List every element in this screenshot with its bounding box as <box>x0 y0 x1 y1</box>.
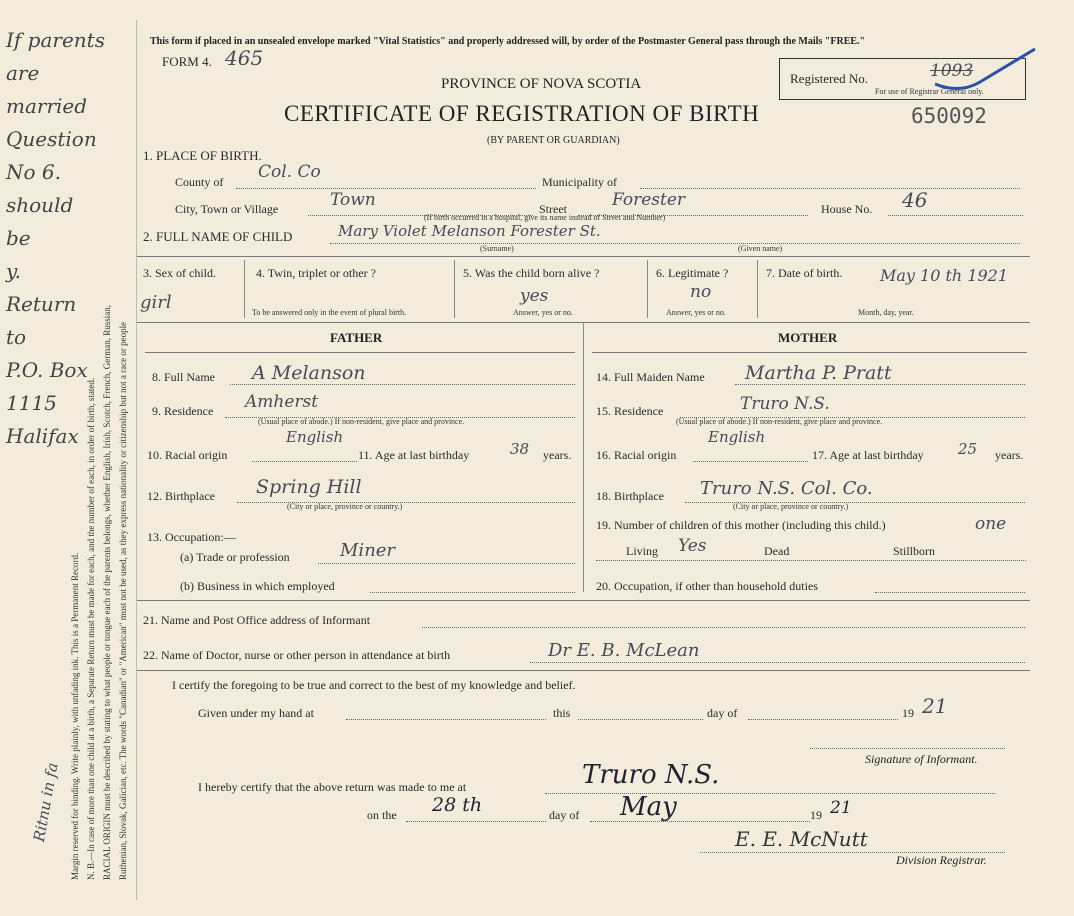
dob-label: 7. Date of birth. <box>766 266 843 280</box>
father-residence-note: (Usual place of abode.) If non-resident, give place and province. <box>258 417 465 426</box>
sex-value: girl <box>140 292 172 313</box>
street-value: Forester <box>612 190 686 210</box>
margin-note-line: be <box>6 226 31 250</box>
mailing-notice: This form if placed in an unsealed envelope marked "Vital Statistics" and properly addressed will, by order of the Postmaster General pass through the Mails "FREE." <box>150 36 866 47</box>
registrar-title: Division Registrar. <box>896 853 987 867</box>
father-age-value: 38 <box>510 440 530 458</box>
informant-label: 21. Name and Post Office address of Informant <box>143 613 371 627</box>
mother-race-line <box>693 461 808 462</box>
alive-label: 5. Was the child born alive ? <box>463 266 600 280</box>
col-divider <box>647 260 648 318</box>
father-race-line <box>252 461 357 462</box>
father-name-value: A Melanson <box>252 362 366 384</box>
registrar-day-of-label: day of <box>549 808 580 822</box>
mother-name-line <box>735 384 1025 385</box>
alive-value: yes <box>520 286 549 306</box>
registrar-year-value: 21 <box>830 798 852 818</box>
given-at-line <box>346 719 546 720</box>
mother-birthplace-label: 18. Birthplace <box>596 489 664 503</box>
mother-race-label: 16. Racial origin <box>596 448 677 462</box>
father-residence-value: Amherst <box>245 392 319 412</box>
business-label: (b) Business in which employed <box>180 579 335 593</box>
father-name-line <box>230 384 575 385</box>
day-of-label: day of <box>707 706 738 720</box>
given-name-note: (Given name) <box>738 244 783 253</box>
this-day-line <box>578 719 703 720</box>
mother-occupation-label: 20. Occupation, if other than household duties <box>596 579 818 593</box>
mother-heading-rule <box>592 352 1027 353</box>
margin-note-line: Halifax <box>6 424 79 448</box>
form-label: FORM 4. <box>162 54 212 69</box>
trade-value: Miner <box>340 540 396 561</box>
margin-note-line: should <box>6 193 74 217</box>
city-label: City, Town or Village <box>175 202 279 216</box>
mother-heading: MOTHER <box>778 330 838 345</box>
col-divider <box>757 260 758 318</box>
checkmark-icon <box>930 44 1040 104</box>
dob-note: Month, day, year. <box>858 308 914 317</box>
col-divider <box>244 260 245 318</box>
this-label: this <box>553 706 571 720</box>
municipality-line <box>640 188 1020 189</box>
trade-line <box>318 563 575 564</box>
child-name-value: Mary Violet Melanson Forester St. <box>338 222 601 240</box>
children-value: one <box>975 514 1007 534</box>
informant-signature-line <box>810 748 1005 749</box>
day-of-line <box>748 719 898 720</box>
twin-label: 4. Twin, triplet or other ? <box>256 266 376 280</box>
doctor-value: Dr E. B. McLean <box>548 640 700 661</box>
margin-bottom-note: Ritnu in fa <box>30 761 62 844</box>
stillborn-label: Stillborn <box>893 544 936 558</box>
registrar-day-value: 28 th <box>432 794 483 816</box>
father-birthplace-note: (City or place, province or country.) <box>287 502 403 511</box>
father-residence-label: 9. Residence <box>152 404 214 418</box>
mother-name-label: 14. Full Maiden Name <box>596 370 705 384</box>
occupation-label: 13. Occupation:— <box>147 530 236 544</box>
mother-name-value: Martha P. Pratt <box>745 362 892 384</box>
child-name-line <box>330 243 1020 244</box>
informant-signature-label: Signature of Informant. <box>865 752 978 766</box>
mother-occupation-line <box>875 592 1025 593</box>
margin-racial-note-2: Ruthenian, Slovak, Galician, etc. The words "Canadian" or "American" must not be used, as they express nationality or citizenship but not a race or people <box>118 321 128 880</box>
margin-handwritten-note <box>6 22 105 462</box>
certificate-title: CERTIFICATE OF REGISTRATION OF BIRTH <box>284 101 760 126</box>
place-of-birth-heading: 1. PLACE OF BIRTH. <box>143 148 262 163</box>
doctor-label: 22. Name of Doctor, nurse or other person in attendance at birth <box>143 648 451 662</box>
hospital-note: (If birth occurred in a hospital, give its name instead of Street and Number) <box>424 213 666 222</box>
mother-residence-note: (Usual place of abode.) If non-resident, give place and province. <box>676 417 883 426</box>
form-number: 465 <box>225 46 264 70</box>
county-value: Col. Co <box>258 162 321 182</box>
father-heading-rule <box>145 352 575 353</box>
registrar-year-prefix: 19 <box>810 808 822 822</box>
father-age-label: 11. Age at last birthday <box>358 448 470 462</box>
father-name-label: 8. Full Name <box>152 370 215 384</box>
on-the-line <box>406 821 546 822</box>
children-label: 19. Number of children of this mother (including this child.) <box>596 518 886 532</box>
twin-note: To be answered only in the event of plural birth. <box>252 308 407 317</box>
house-line <box>888 215 1023 216</box>
children-line <box>596 560 1026 561</box>
col-divider <box>454 260 455 318</box>
registrar-certify-label: I hereby certify that the above return was made to me at <box>198 780 467 794</box>
father-race-value: English <box>286 428 344 446</box>
margin-note-line: If parents <box>6 28 105 52</box>
margin-note-line: married <box>6 94 88 118</box>
informant-line <box>422 627 1025 628</box>
margin-note-line: y. <box>6 259 21 283</box>
city-value: Town <box>330 190 376 210</box>
dead-label: Dead <box>764 544 790 558</box>
surname-note: (Surname) <box>480 244 514 253</box>
on-the-label: on the <box>367 808 397 822</box>
legitimate-note: Answer, yes or no. <box>666 308 726 317</box>
father-birthplace-value: Spring Hill <box>256 476 362 498</box>
province-heading: PROVINCE OF NOVA SCOTIA <box>441 76 642 92</box>
registrar-month-value: May <box>620 792 677 822</box>
registrar-note: For use of Registrar General only. <box>875 87 984 96</box>
living-value: Yes <box>678 536 707 556</box>
given-under-label: Given under my hand at <box>198 706 314 720</box>
father-birthplace-label: 12. Birthplace <box>147 489 215 503</box>
informant-year-prefix: 19 <box>902 706 914 720</box>
child-name-label: 2. FULL NAME OF CHILD <box>143 229 293 244</box>
parent-column-divider <box>583 322 584 592</box>
informant-year-value: 21 <box>922 694 948 718</box>
registrar-signature: E. E. McNutt <box>735 827 868 851</box>
margin-binding-note: Margin reserved for binding. Write plainly, with unfading ink. This is a Permanent Record. <box>70 552 80 880</box>
row-divider-informant <box>137 600 1030 601</box>
mother-residence-value: Truro N.S. <box>740 394 830 414</box>
living-label: Living <box>626 544 658 558</box>
margin-note-line: to <box>6 325 27 349</box>
county-label: County of <box>175 175 224 189</box>
house-value: 46 <box>902 188 928 212</box>
mother-birthplace-note: (City or place, province or country.) <box>733 502 849 511</box>
house-label: House No. <box>821 202 873 216</box>
registered-value: 1093 <box>930 61 974 81</box>
father-years-label: years. <box>543 448 572 462</box>
margin-racial-note-1: RACIAL ORIGIN must be described by stating to what people or tongue each of the parents belongs, whether English, Irish, Scotch, French, German, Russian, <box>102 304 112 880</box>
margin-note-line: P.O. Box <box>6 358 88 382</box>
registrar-place-value: Truro N.S. <box>582 760 720 790</box>
margin-note-line: No 6. <box>6 160 61 184</box>
father-heading: FATHER <box>330 330 383 345</box>
mother-residence-label: 15. Residence <box>596 404 664 418</box>
mother-race-value: English <box>708 428 766 446</box>
municipality-label: Municipality of <box>542 175 617 189</box>
doctor-line <box>530 662 1025 663</box>
alive-note: Answer, yes or no. <box>513 308 573 317</box>
mother-age-label: 17. Age at last birthday <box>812 448 924 462</box>
margin-note-line: Question <box>6 127 97 151</box>
margin-nb-note: N. B.—In case of more than one child at a birth, a Separate Return must be made for each, and the number of each, in order of birth, stated. <box>86 377 96 880</box>
registrar-place-line <box>545 793 995 794</box>
row-divider-top <box>137 256 1030 257</box>
mother-birthplace-value: Truro N.S. Col. Co. <box>700 478 873 499</box>
margin-border <box>136 20 137 900</box>
mother-age-value: 25 <box>958 440 978 458</box>
certify-statement: I certify the foregoing to be true and correct to the best of my knowledge and belief. <box>172 678 576 692</box>
county-line <box>236 188 536 189</box>
certificate-subtitle: (BY PARENT OR GUARDIAN) <box>487 135 620 146</box>
sex-label: 3. Sex of child. <box>143 266 216 280</box>
father-race-label: 10. Racial origin <box>147 448 228 462</box>
dob-value: May 10 th 1921 <box>880 266 1009 285</box>
street-label: Street <box>539 202 567 216</box>
business-line <box>370 592 575 593</box>
margin-note-line: 1115 <box>6 391 57 415</box>
legitimate-label: 6. Legitimate ? <box>656 266 729 280</box>
margin-note-line: are <box>6 61 40 85</box>
legitimate-value: no <box>690 282 712 302</box>
registered-label: Registered No. <box>790 71 868 86</box>
mother-years-label: years. <box>995 448 1024 462</box>
stamp-number: 650092 <box>911 104 987 128</box>
margin-note-line: Return <box>6 292 77 316</box>
row-divider-certify <box>137 670 1030 671</box>
trade-label: (a) Trade or profession <box>180 550 290 564</box>
